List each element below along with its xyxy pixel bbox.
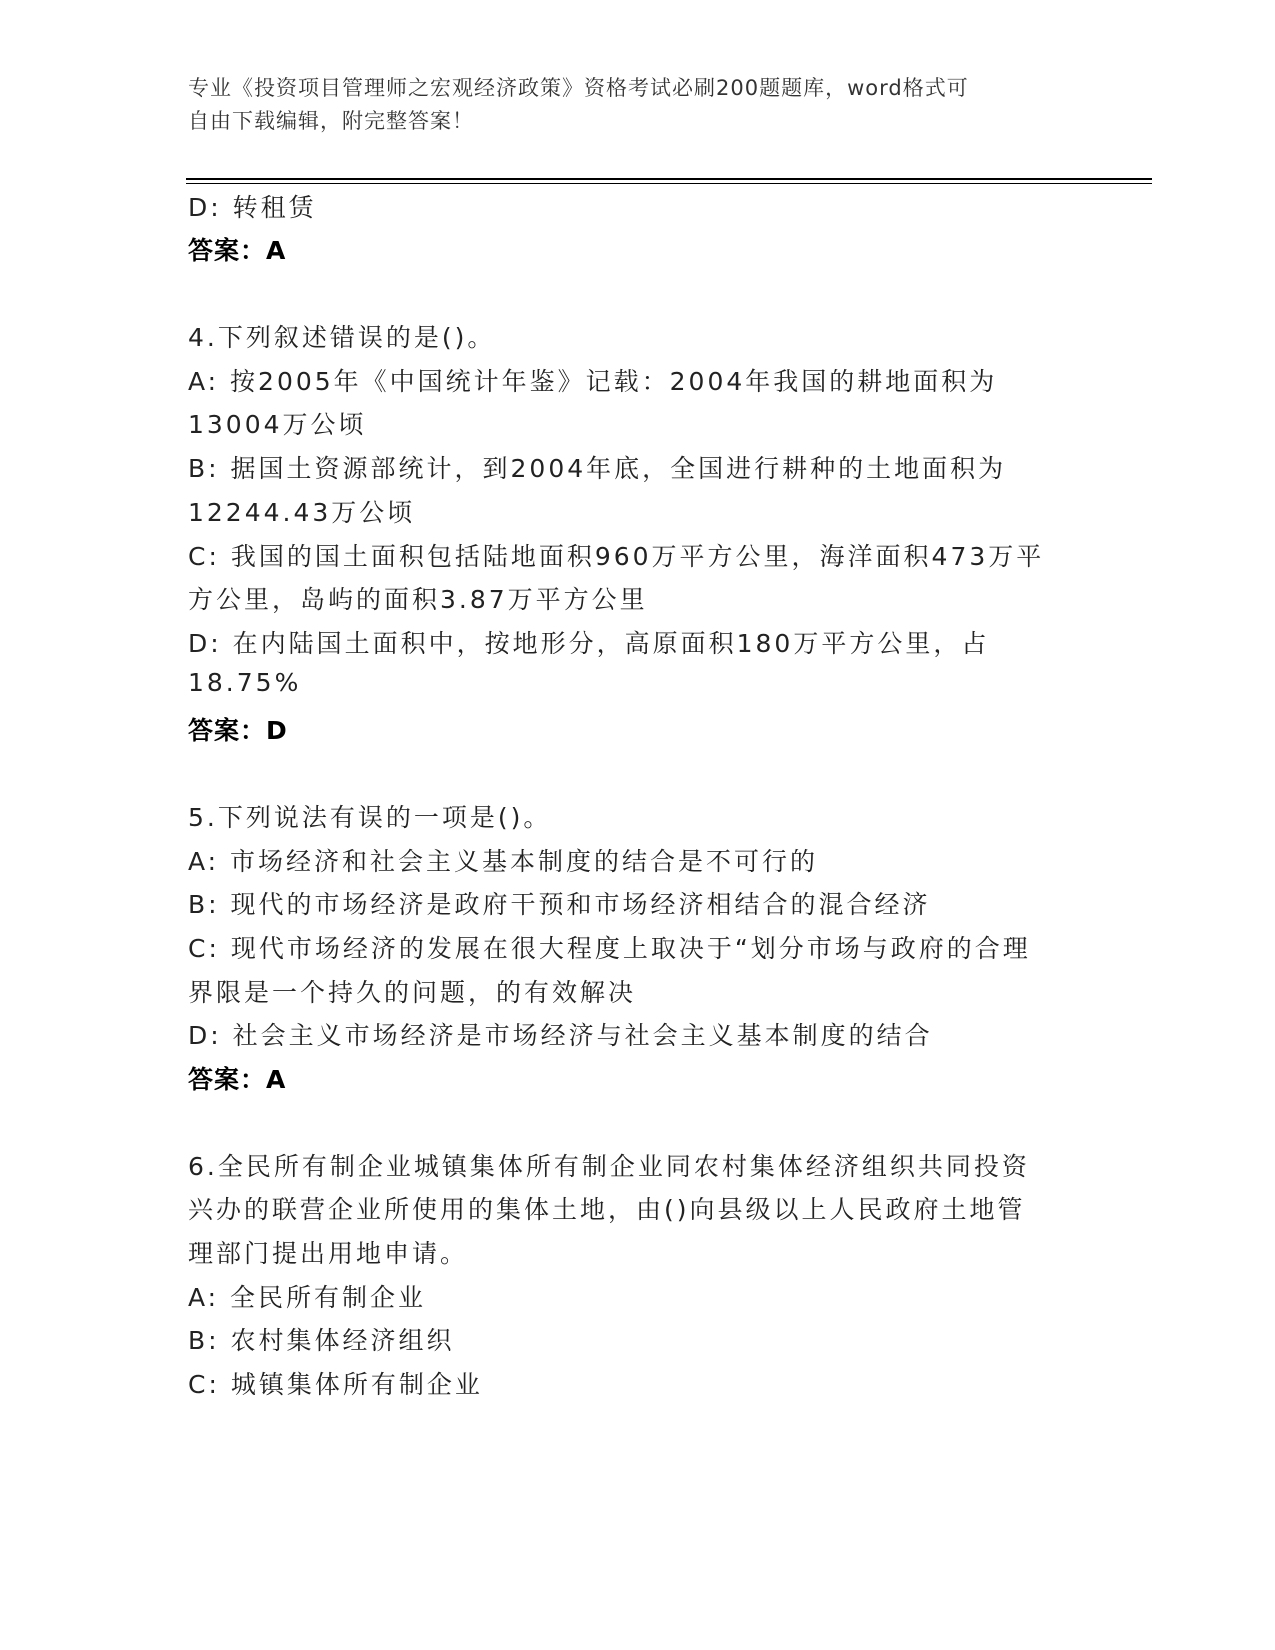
document-header bbox=[188, 72, 1088, 138]
q5-question: 5.下列说法有误的一项是()。 bbox=[188, 803, 552, 832]
q4-option-d-line2: 18.75% bbox=[188, 668, 302, 697]
q6-question-line1: 6.全民所有制企业城镇集体所有制企业同农村集体经济组织共同投资 bbox=[188, 1152, 1030, 1181]
q4-option-b-line2: 12244.43万公顷 bbox=[188, 498, 416, 527]
q6-question-line2: 兴办的联营企业所使用的集体土地，由()向县级以上人民政府土地管 bbox=[188, 1195, 1026, 1224]
q6-option-c: C: 城镇集体所有制企业 bbox=[188, 1370, 483, 1399]
q5-answer: 答案：A bbox=[188, 1065, 287, 1094]
q5-option-c-line1: C: 现代市场经济的发展在很大程度上取决于“划分市场与政府的合理 bbox=[188, 934, 1031, 963]
q4-option-a-line2: 13004万公顷 bbox=[188, 410, 367, 439]
q5-option-d: D: 社会主义市场经济是市场经济与社会主义基本制度的结合 bbox=[188, 1021, 933, 1050]
q6-question-line3: 理部门提出用地申请。 bbox=[188, 1239, 469, 1268]
q5-option-c-line2: 界限是一个持久的问题，的有效解决 bbox=[188, 978, 637, 1007]
q4-question: 4.下列叙述错误的是()。 bbox=[188, 323, 496, 352]
q4-option-d-line1: D: 在内陆国土面积中，按地形分，高原面积180万平方公里，占 bbox=[188, 629, 990, 658]
q5-option-b: B: 现代的市场经济是政府干预和市场经济相结合的混合经济 bbox=[188, 890, 931, 919]
q3-option-d: D: 转租赁 bbox=[188, 193, 317, 222]
q4-answer: 答案：D bbox=[188, 716, 288, 745]
header-divider-thick bbox=[186, 178, 1152, 180]
q6-option-a: A: 全民所有制企业 bbox=[188, 1283, 427, 1312]
q6-option-b: B: 农村集体经济组织 bbox=[188, 1326, 455, 1355]
q4-option-c-line1: C: 我国的国土面积包括陆地面积960万平方公里，海洋面积473万平 bbox=[188, 542, 1045, 571]
header-line-1: 专业《投资项目管理师之宏观经济政策》资格考试必刷200题题库，word格式可 bbox=[188, 76, 969, 100]
header-divider-thin bbox=[186, 183, 1152, 184]
q4-option-a-line1: A: 按2005年《中国统计年鉴》记载：2004年我国的耕地面积为 bbox=[188, 367, 998, 396]
header-line-2: 自由下载编辑，附完整答案！ bbox=[188, 109, 474, 133]
q4-option-b-line1: B: 据国土资源部统计，到2004年底，全国进行耕种的土地面积为 bbox=[188, 454, 1007, 483]
q4-option-c-line2: 方公里，岛屿的面积3.87万平方公里 bbox=[188, 585, 648, 614]
q3-answer: 答案：A bbox=[188, 236, 287, 265]
q5-option-a: A: 市场经济和社会主义基本制度的结合是不可行的 bbox=[188, 847, 819, 876]
